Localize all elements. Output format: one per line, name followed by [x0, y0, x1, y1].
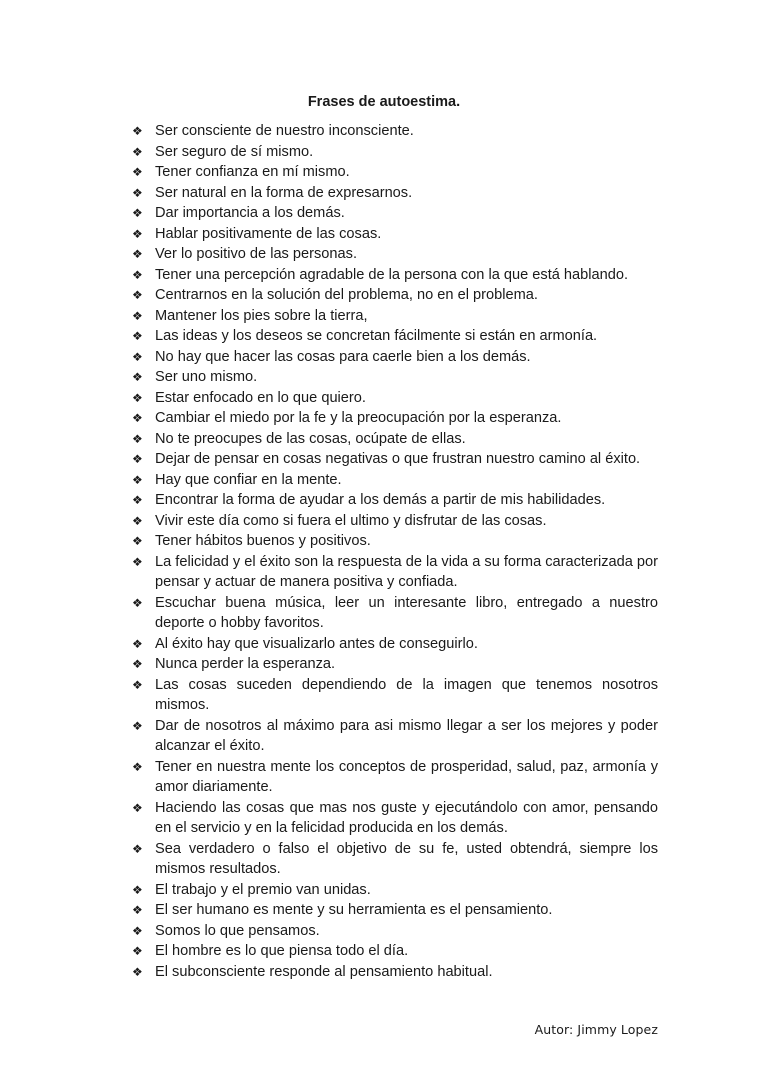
list-item-text: Tener en nuestra mente los conceptos de prosperidad, salud, paz, armonía y amor diariamente.: [155, 758, 658, 795]
list-item: [132, 798, 658, 839]
four-diamond-bullet-icon: ❖: [132, 124, 143, 138]
list-item: [132, 408, 658, 429]
four-diamond-bullet-icon: ❖: [132, 800, 143, 815]
list-item-text: Al éxito hay que visualizarlo antes de conseguirlo.: [155, 635, 478, 652]
list-item: [132, 921, 658, 942]
four-diamond-bullet-icon: ❖: [132, 759, 143, 774]
list-item: [132, 654, 658, 675]
list-item-text: Haciendo las cosas que mas nos guste y ejecutándolo con amor, pensando en el servicio y en la felicidad producida en los demás.: [155, 799, 658, 836]
four-diamond-bullet-icon: ❖: [132, 718, 143, 733]
list-item: [132, 203, 658, 224]
list-item: [132, 880, 658, 901]
list-item: [132, 265, 658, 286]
four-diamond-bullet-icon: ❖: [132, 267, 143, 282]
list-item: [132, 367, 658, 388]
list-item: [132, 429, 658, 450]
list-item-text: No hay que hacer las cosas para caerle bien a los demás.: [155, 348, 531, 365]
list-item: [132, 962, 658, 983]
list-item-text: Encontrar la forma de ayudar a los demás a partir de mis habilidades.: [155, 492, 606, 508]
list-item-text: Mantener los pies sobre la tierra,: [155, 307, 368, 324]
list-item-text: El subconsciente responde al pensamiento habitual.: [155, 963, 493, 980]
four-diamond-bullet-icon: ❖: [132, 452, 143, 466]
list-item-text: Dejar de pensar en cosas negativas o que frustran nuestro camino al éxito.: [155, 451, 641, 467]
list-item: [132, 716, 658, 757]
list-item-text: Escuchar buena música, leer un interesante libro, entregado a nuestro deporte o hobby favoritos.: [155, 594, 658, 631]
four-diamond-bullet-icon: ❖: [132, 308, 143, 323]
four-diamond-bullet-icon: ❖: [132, 841, 143, 856]
list-item: [132, 388, 658, 409]
list-item-text: Ser consciente de nuestro inconsciente.: [155, 123, 414, 139]
four-diamond-bullet-icon: ❖: [132, 411, 143, 425]
list-item: [132, 757, 658, 798]
list-item-text: Tener una percepción agradable de la persona con la que está hablando.: [155, 266, 629, 283]
list-item: [132, 142, 658, 163]
list-item-text: Ver lo positivo de las personas.: [155, 246, 357, 262]
list-item-text: Somos lo que pensamos.: [155, 922, 320, 939]
list-item-text: Ser uno mismo.: [155, 369, 258, 385]
four-diamond-bullet-icon: ❖: [132, 165, 143, 179]
list-item: [132, 326, 658, 347]
four-diamond-bullet-icon: ❖: [132, 206, 143, 220]
four-diamond-bullet-icon: ❖: [132, 677, 143, 692]
list-item: [132, 183, 658, 204]
list-item-text: Nunca perder la esperanza.: [155, 656, 336, 672]
four-diamond-bullet-icon: ❖: [132, 431, 143, 446]
four-diamond-bullet-icon: ❖: [132, 923, 143, 938]
four-diamond-bullet-icon: ❖: [132, 554, 143, 569]
list-item-text: Estar enfocado en lo que quiero.: [155, 389, 366, 406]
four-diamond-bullet-icon: ❖: [132, 329, 143, 343]
four-diamond-bullet-icon: ❖: [132, 370, 143, 384]
list-item: [132, 941, 658, 962]
list-item: [132, 244, 658, 265]
list-item: [132, 285, 658, 306]
list-item: [132, 900, 658, 921]
four-diamond-bullet-icon: ❖: [132, 964, 143, 979]
list-item: [132, 306, 658, 327]
list-item-text: Centrarnos en la solución del problema, no en el problema.: [155, 287, 538, 303]
list-item: [132, 839, 658, 880]
list-item-text: El ser humano es mente y su herramienta es el pensamiento.: [155, 902, 553, 918]
list-item-text: No te preocupes de las cosas, ocúpate de ellas.: [155, 430, 466, 447]
four-diamond-bullet-icon: ❖: [132, 493, 143, 507]
four-diamond-bullet-icon: ❖: [132, 472, 143, 487]
list-item-text: Ser natural en la forma de expresarnos.: [155, 184, 413, 201]
four-diamond-bullet-icon: ❖: [132, 247, 143, 261]
four-diamond-bullet-icon: ❖: [132, 513, 143, 528]
list-item-text: El hombre es lo que piensa todo el día.: [155, 943, 409, 959]
list-item-text: Ser seguro de sí mismo.: [155, 143, 314, 160]
list-item-text: Tener confianza en mí mismo.: [155, 164, 350, 180]
list-item-text: El trabajo y el premio van unidas.: [155, 881, 371, 898]
four-diamond-bullet-icon: ❖: [132, 636, 143, 651]
list-item: [132, 162, 658, 183]
four-diamond-bullet-icon: ❖: [132, 226, 143, 241]
list-item-text: Las cosas suceden dependiendo de la imagen que tenemos nosotros mismos.: [155, 676, 658, 713]
list-item-text: Tener hábitos buenos y positivos.: [155, 533, 371, 549]
list-item-text: Cambiar el miedo por la fe y la preocupación por la esperanza.: [155, 410, 562, 426]
list-item: [132, 552, 658, 593]
four-diamond-bullet-icon: ❖: [132, 534, 143, 548]
list-item: [132, 675, 658, 716]
list-item-text: Sea verdadero o falso el objetivo de su fe, usted obtendrá, siempre los mismos resultados.: [155, 840, 658, 877]
list-item: [132, 347, 658, 368]
four-diamond-bullet-icon: ❖: [132, 144, 143, 159]
list-item: [132, 593, 658, 634]
list-item-text: Hablar positivamente de las cosas.: [155, 225, 382, 242]
list-item: [132, 224, 658, 245]
four-diamond-bullet-icon: ❖: [132, 185, 143, 200]
author-footer: Autor: Jimmy Lopez: [534, 1022, 658, 1037]
list-item: [132, 531, 658, 552]
list-item: [132, 511, 658, 532]
four-diamond-bullet-icon: ❖: [132, 944, 143, 958]
list-item: [132, 121, 658, 142]
list-item: [132, 634, 658, 655]
list-item-text: Las ideas y los deseos se concretan fácilmente si están en armonía.: [155, 328, 598, 344]
phrase-list: [132, 121, 658, 982]
list-item-text: Dar de nosotros al máximo para asi mismo llegar a ser los mejores y poder alcanzar el éxito.: [155, 717, 658, 754]
four-diamond-bullet-icon: ❖: [132, 349, 143, 364]
list-item: [132, 490, 658, 511]
four-diamond-bullet-icon: ❖: [132, 882, 143, 897]
list-item: [132, 470, 658, 491]
four-diamond-bullet-icon: ❖: [132, 657, 143, 671]
list-item-text: La felicidad y el éxito son la respuesta de la vida a su forma caracterizada por pensar y actuar de manera positiva y confiada.: [155, 553, 658, 590]
four-diamond-bullet-icon: ❖: [132, 288, 143, 302]
list-item: [132, 449, 658, 470]
list-item-text: Vivir este día como si fuera el ultimo y disfrutar de las cosas.: [155, 512, 547, 529]
four-diamond-bullet-icon: ❖: [132, 390, 143, 405]
page-title: Frases de autoestima.: [307, 94, 461, 110]
four-diamond-bullet-icon: ❖: [132, 595, 143, 610]
list-item-text: Dar importancia a los demás.: [155, 205, 345, 221]
list-item-text: Hay que confiar en la mente.: [155, 471, 342, 488]
four-diamond-bullet-icon: ❖: [132, 903, 143, 917]
